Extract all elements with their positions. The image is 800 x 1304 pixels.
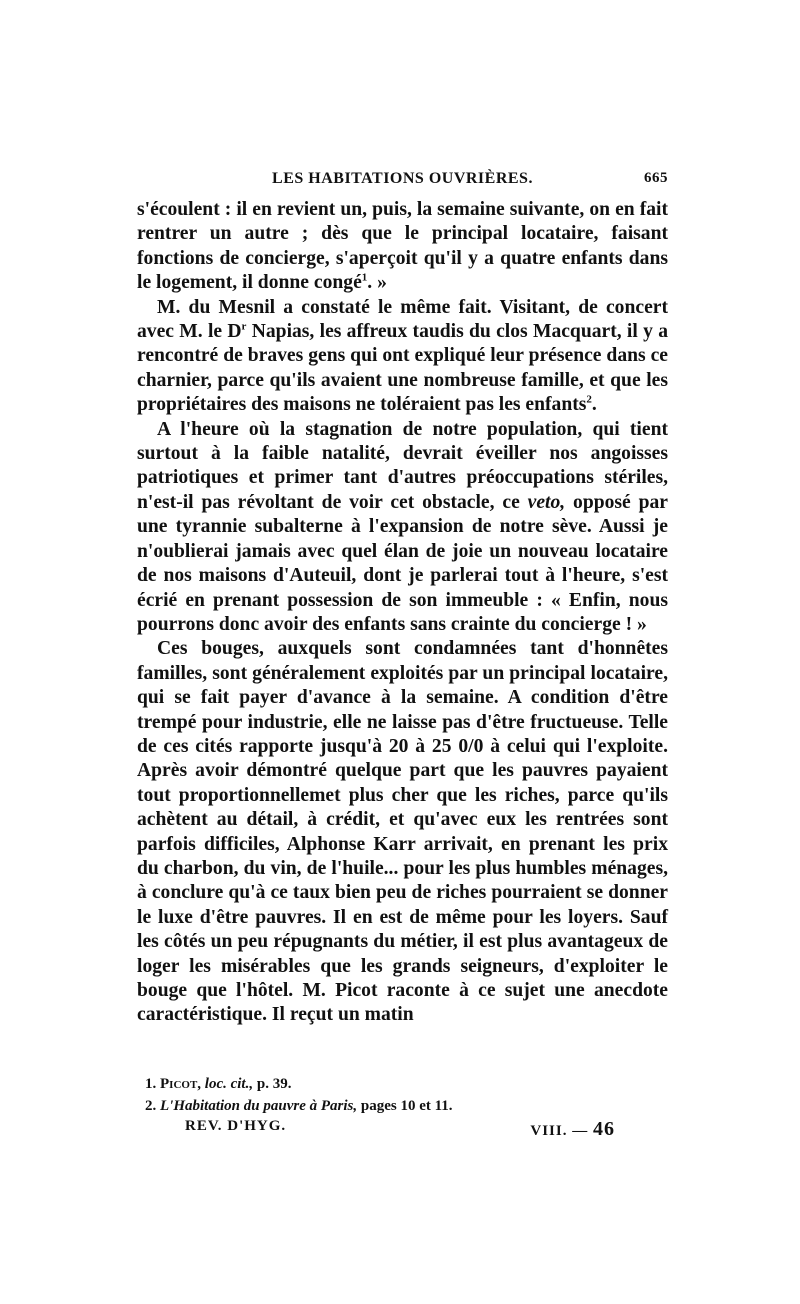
running-title: LES HABITATIONS OUVRIÈRES. [272,170,533,187]
book-page [137,170,668,1140]
paragraph-1-text: s'écoulent : il en revient un, puis, la semaine suivante, on en fait rentrer un autre ; dès que le principal locataire, faisant fonctions de concierge, s'aperçoit qu'il y a quatre enfants dans le logement, il donne congé [137,199,668,294]
paragraph-1 [137,198,668,296]
footnote-ref-2: 2 [586,393,592,406]
signature-sheet [530,1118,615,1141]
paragraph-2-text-b: Napias, les affreux taudis du clos Macquart, il y a rencontré de braves gens qui ont expliqué leur présence dans ce charnier, parce qu'ils avaient une nombreuse famille, et que les propriétaires des maisons ne toléraient pas les enfants [137,321,668,416]
paragraph-3-text-b: opposé par une tyrannie subalterne à l'expansion de notre sève. Aussi je n'oublierai jamais avec quel élan de joie un nouveau locataire de nos maisons d'Auteuil, dont je parlerai tout à l'heure, s'est écrié en prenant possession de son immeuble : « Enfin, nous pourrons donc avoir des enfants sans crainte du concierge ! » [137,491,668,635]
paragraph-2-end: . [591,394,597,416]
paragraph-4-text: Ces bouges, auxquels sont condamnées tant d'honnêtes familles, sont généralement exploités par un principal locataire, qui se fait payer d'avance à la semaine. A condition d'être trempé pour industrie, elle ne laisse pas d'être fructueuse. Telle de ces cités rapporte jusqu'à 20 à 25 0/0 à celui qui l'exploite. Après avoir démontré quelque part que les pauvres payaient tout proportionnellemet plus cher que les riches, parce qu'ils achètent au détail, à crédit, et qu'avec eux les rentrées sont parfois difficiles, Alphonse Karr arrivait, en prenant les prix du charbon, du vin, de l'huile... pour les plus humbles ménages, à conclure qu'à ce taux bien peu de riches pourraient se donner le luxe d'être pauvres. Il en est de même pour les loyers. Sauf les côtés un peu répugnants du métier, il est plus avantageux de loger les misérables que les grands seigneurs, d'exploiter le bouge que l'hôtel. M. Picot raconte à ce sujet une anecdote caractéristique. Il reçut un matin [137,638,668,1026]
paragraph-4 [137,637,668,1028]
footnote-1-page: p. 39. [256,1076,292,1092]
footnote-2 [145,1095,665,1117]
doctor-abbrev-sup: r [241,320,247,333]
footnote-1-number: 1. [145,1076,157,1092]
body-text [137,198,668,1028]
footnote-1 [145,1073,665,1095]
footnote-1-ref: loc. cit., [204,1076,254,1092]
paragraph-3 [137,418,668,638]
veto-italic: veto, [527,491,566,513]
signature-number: 46 [593,1118,615,1140]
footnote-2-number: 2. [145,1098,157,1114]
paragraph-2 [137,296,668,418]
running-head [137,170,668,198]
signature-journal: REV. D'HYG. [185,1118,287,1134]
paragraph-1-end: . » [367,272,387,294]
paragraph-3-text: A l'heure où la stagnation de notre population, qui tient surtout à la faible natalité, devrait éveiller nos angoisses patriotiques et primer tant d'autres préoccupations stériles, n'est-il pas révoltant de voir cet obstacle, ce [137,418,668,513]
footnote-ref-1: 1 [361,271,368,284]
footnote-2-title: L'Habitation du pauvre à Paris, [160,1098,358,1114]
footnote-2-pages: pages 10 et 11. [360,1098,453,1114]
footnote-1-author: Picot, [160,1076,202,1092]
page-number: 665 [644,170,668,186]
signature-volume: VIII. — [530,1123,589,1139]
footnotes [145,1073,665,1117]
paragraph-2-text: M. du Mesnil a constaté le même fait. Visitant, de concert avec M. le D [137,296,668,343]
